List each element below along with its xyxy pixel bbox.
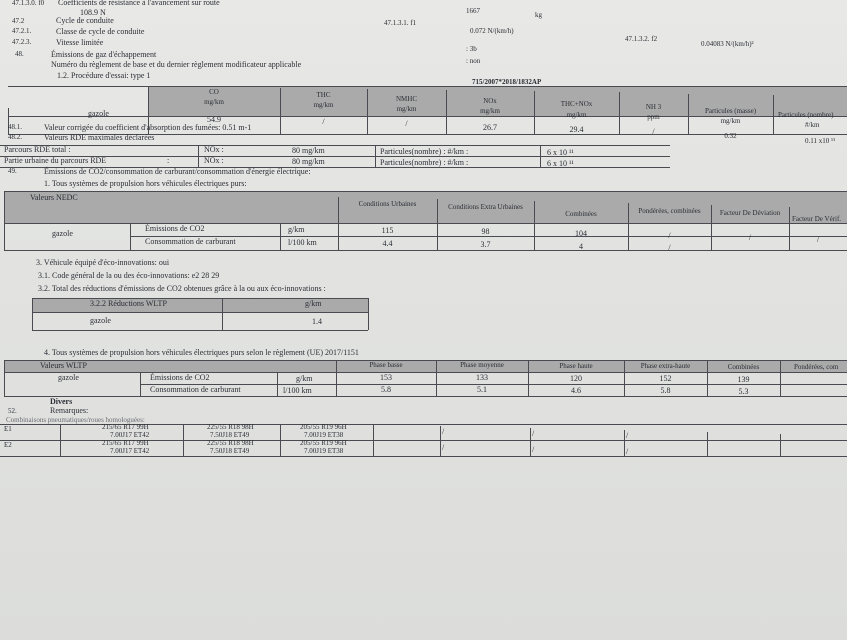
nedc-col-deviation: Facteur De Déviation <box>719 209 781 217</box>
wltp-fuel-combined: 5.3 <box>738 387 749 396</box>
mass-value: 1667 <box>466 7 480 15</box>
wltp-col-high: Phase haute <box>559 362 593 370</box>
nedc-title: 1. Tous systèmes de propulsion hors véhicules électriques purs: <box>44 179 247 188</box>
wltp-fuel: gazole <box>58 373 79 382</box>
tyre-c1: 205/55 R19 96H <box>300 439 347 447</box>
eco-table-header: 3.2.2 Réductions WLTP <box>90 299 167 308</box>
wltp-col-weighted: Pondérées, com <box>794 363 839 371</box>
empty-cell-slash: / <box>626 431 629 440</box>
nedc-fuel: gazole <box>52 229 73 238</box>
unit-nox: mg/km <box>480 107 500 115</box>
eco-table-unit: g/km <box>305 299 322 308</box>
wltp-fuel-medium: 5.1 <box>477 385 487 394</box>
row-num: 52. <box>8 407 17 415</box>
nedc-row-label: Consommation de carburant <box>145 237 236 246</box>
tyre-a2: 7.00J17 ET42 <box>110 447 150 455</box>
rde-nox-label: NOx : <box>204 145 224 154</box>
wltp-co2-medium: 133 <box>476 373 488 382</box>
rde-nox-urban: 80 mg/km <box>292 157 325 166</box>
eco-line-3: 3. Véhicule équipé d'éco-innovations: oui <box>36 258 170 267</box>
row-label: Valeur corrigée du coefficient d'absorption des fumées: 0.51 m-1 <box>44 123 252 132</box>
row-num: 47.2 <box>12 17 25 25</box>
val-co: 54.9 <box>207 115 221 124</box>
unit-nh3: ppm <box>647 113 660 121</box>
empty-cell-slash: / <box>532 429 535 438</box>
nedc-co2-weighted: / <box>668 231 671 240</box>
unit-thc: mg/km <box>313 101 334 109</box>
col-nox: NOx <box>483 97 497 105</box>
tyre-c1: 205/55 R19 96H <box>300 423 347 431</box>
unit-co: mg/km <box>204 98 224 106</box>
reglement-label: Numéro du règlement de base et du dernier règlement modificateur applicable <box>51 60 302 69</box>
wltp-col-extra-high: Phase extra-haute <box>640 362 691 370</box>
col-pm-number: Particules (nombre) <box>778 111 834 119</box>
empty-cell-slash: / <box>442 427 445 436</box>
col-nh3: NH 3 <box>645 103 662 111</box>
wltp-co2-low: 153 <box>380 373 392 382</box>
divers-heading: Divers <box>50 397 73 406</box>
tyre-c2: 7.00J19 ET38 <box>304 431 344 439</box>
tyre-a1: 215/65 R17 99H <box>102 439 149 447</box>
nedc-row-unit: l/100 km <box>288 238 317 247</box>
wltp-co2-combined: 139 <box>737 375 750 384</box>
empty-cell-slash: / <box>442 443 445 452</box>
f2-label: 47.1.3.2. f2 <box>625 35 658 43</box>
row-label: Valeurs RDE maximales déclarées <box>44 133 155 142</box>
val-nmhc: / <box>405 119 408 128</box>
unit-nmhc: mg/km <box>396 105 417 113</box>
nedc-col-combined: Combinées <box>565 210 597 218</box>
wltp-co2-high: 120 <box>570 374 582 383</box>
rde-part-urban: 6 x 10 ¹¹ <box>547 159 574 168</box>
empty-cell-slash: / <box>532 445 535 454</box>
row-num: 47.2.1. <box>12 27 32 35</box>
emissions-fuel: gazole <box>88 109 109 118</box>
col-pm-mass: Particules (masse) <box>704 107 757 115</box>
rde-colon: : <box>167 156 170 165</box>
f1-label: 47.1.3.1. f1 <box>384 19 417 27</box>
wltp-row-unit: g/km <box>296 374 313 383</box>
wltp-row-label: Émissions de CO2 <box>150 373 210 382</box>
rde-part-total-label: Particules(nombre) : #/km : <box>380 147 469 156</box>
tyre-row-num: E1 <box>4 425 12 433</box>
val-nox: 26.7 <box>483 123 497 132</box>
tyre-b1: 225/55 R18 98H <box>207 439 254 447</box>
f2-value: 0.04083 N/(km/h)² <box>701 40 754 48</box>
row-label: Coefficients de résistance à l'avancement sur route <box>58 0 220 7</box>
tyre-b1: 225/55 R18 98H <box>207 423 254 431</box>
nedc-row-label: Émissions de CO2 <box>145 224 205 233</box>
rde-part-urban-label: Particules(nombre) : #/km : <box>380 158 469 167</box>
unit-thc-nox: mg/km <box>566 111 587 119</box>
nedc-col-extra-urban: Conditions Extra Urbaines <box>448 203 523 211</box>
nedc-col-weighted: Pondérées, combinées <box>638 207 701 215</box>
wltp-title: 4. Tous systèmes de propulsion hors véhicules électriques purs selon le règlement (UE) 2017/1151 <box>44 348 359 357</box>
tyre-c2: 7.00J19 ET38 <box>304 447 344 455</box>
col-thc-nox: THC+NOx <box>560 100 593 108</box>
procedure-label: 1.2. Procédure d'essai: type 1 <box>57 71 151 80</box>
tyre-a1: 215/65 R17 99H <box>102 423 149 431</box>
eco-fuel: gazole <box>90 316 111 325</box>
tyres-label: Combinaisons pneumatiques/roues homologuées: <box>6 416 145 424</box>
wltp-fuel-high: 4.6 <box>571 386 581 395</box>
unit-pm-number: #/km <box>805 121 820 129</box>
wltp-fuel-extra-high: 5.8 <box>660 386 671 395</box>
wltp-col-low: Phase basse <box>369 361 403 369</box>
tyre-b2: 7.50J18 ET49 <box>210 431 250 439</box>
unit-pm-mass: mg/km <box>720 117 741 125</box>
nedc-co2-extra: 98 <box>481 227 490 236</box>
remarques-label: Remarques: <box>50 406 89 415</box>
tyre-row-num: E2 <box>4 441 12 449</box>
wltp-co2-extra-high: 152 <box>659 374 672 383</box>
wltp-col-combined: Combinées <box>727 363 760 371</box>
nedc-co2-urban: 115 <box>381 226 394 235</box>
row-num: 48.2. <box>8 133 22 141</box>
nedc-fuel-weighted: / <box>668 243 671 252</box>
row-label: Émissions de CO2/consommation de carburant/consommation d'énergie électrique: <box>44 167 311 176</box>
col-nmhc: NMHC <box>395 95 417 103</box>
row-num: 47.2.3. <box>12 38 32 46</box>
row-num: 49. <box>8 167 17 175</box>
f1-value: 0.072 N/(km/h) <box>470 27 514 35</box>
nedc-co2-deviation: / <box>748 233 752 242</box>
val-thc-nox: 29.4 <box>569 125 584 134</box>
wltp-header-label: Valeurs WLTP <box>40 361 87 370</box>
row-num: 48.1. <box>8 123 22 131</box>
class-value: : 3b <box>466 45 477 53</box>
row-label: Classe de cycle de conduite <box>56 27 145 36</box>
rde-part-total: 6 x 10 ¹¹ <box>547 148 574 157</box>
wltp-fuel-low: 5.8 <box>381 385 391 394</box>
wltp-row-unit: l/100 km <box>283 386 312 395</box>
val-pm-number: 0.11 x10 ¹¹ <box>805 137 836 145</box>
row-label: Vitesse limitée <box>56 38 104 47</box>
limit-value: : non <box>466 57 481 65</box>
empty-cell-slash: / <box>626 447 629 456</box>
nedc-co2-verification: / <box>816 235 820 244</box>
eco-value: 1.4 <box>312 317 322 326</box>
nedc-row-unit: g/km <box>288 225 305 234</box>
val-pm-mass: 0.32 <box>724 132 737 140</box>
nedc-fuel-extra: 3.7 <box>480 240 491 249</box>
rde-nox-label: NOx : <box>204 156 224 165</box>
rde-nox-total: 80 mg/km <box>292 146 325 155</box>
val-thc: / <box>322 117 325 126</box>
tyre-a2: 7.00J17 ET42 <box>110 431 150 439</box>
tyre-b2: 7.50J18 ET49 <box>210 447 250 455</box>
nedc-fuel-urban: 4.4 <box>382 239 393 248</box>
row-label: Émissions de gaz d'échappement <box>51 50 157 59</box>
row-num: 47.1.3.0. f0 <box>12 0 45 7</box>
nedc-header-label: Valeurs NEDC <box>30 193 78 202</box>
col-co: CO <box>209 88 219 96</box>
row-num: 48. <box>15 50 24 58</box>
rde-urban-label: Partie urbaine du parcours RDE <box>4 156 107 165</box>
rde-total-label: Parcours RDE total : <box>4 145 71 154</box>
row-label: Cycle de conduite <box>56 16 114 25</box>
row-value: 108.9 N <box>80 8 106 17</box>
nedc-col-verification: Facteur De Vérif. <box>792 215 842 223</box>
eco-line-3-2: 3.2. Total des réductions d'émissions de CO2 obtenues grâce à la ou aux éco-innovations : <box>38 284 326 293</box>
nedc-co2-combined: 104 <box>575 229 587 238</box>
nedc-col-urban: Conditions Urbaines <box>358 200 417 208</box>
wltp-col-medium: Phase moyenne <box>460 361 504 369</box>
reglement-value: 715/2007*2018/1832AP <box>472 78 542 86</box>
col-thc: THC <box>316 91 331 99</box>
mass-unit: kg <box>535 11 542 19</box>
eco-line-3-1: 3.1. Code général de la ou des éco-innovations: e2 28 29 <box>38 271 220 280</box>
wltp-row-label: Consommation de carburant <box>150 385 241 394</box>
nedc-fuel-combined: 4 <box>579 242 583 251</box>
val-nh3: / <box>652 127 655 136</box>
